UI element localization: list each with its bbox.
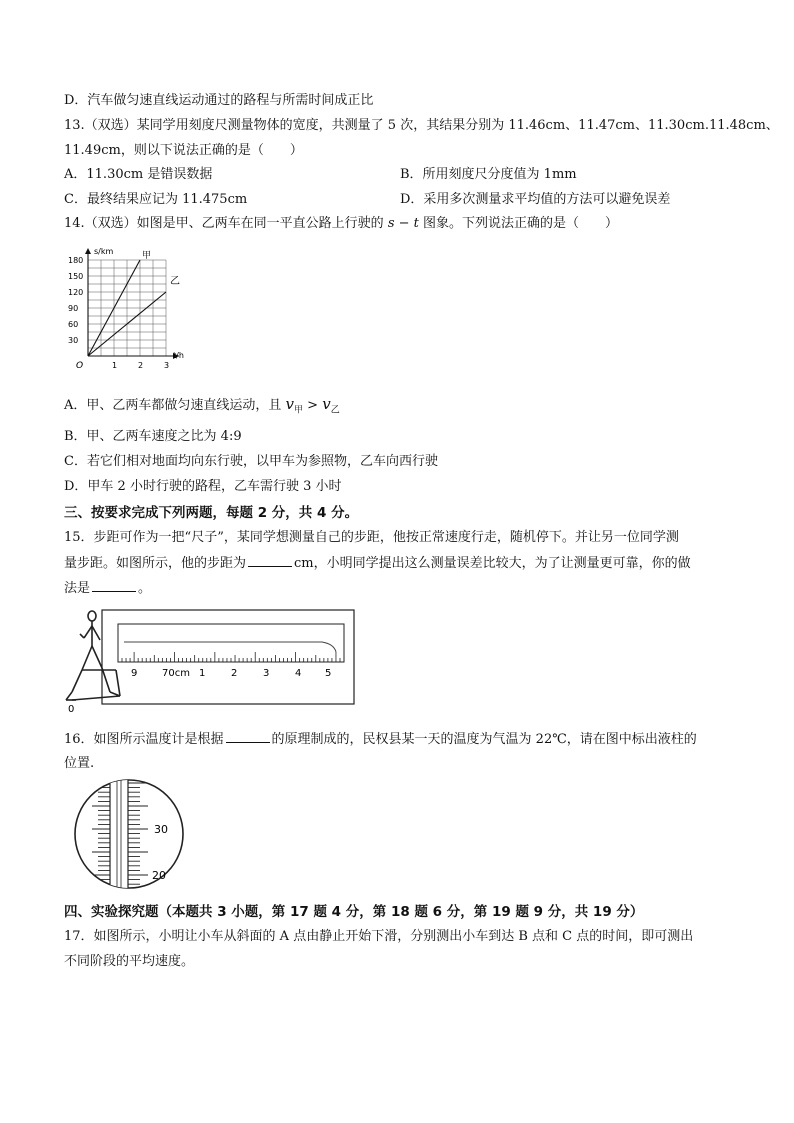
q16-answer-blank[interactable] bbox=[226, 730, 270, 743]
series-label-jia: 甲 bbox=[142, 251, 152, 261]
ruler-label: 2 bbox=[231, 668, 238, 679]
walking-person-figure bbox=[66, 611, 120, 700]
q14-stem bbox=[64, 215, 618, 233]
q15-line2-post: cm，小明同学提出这么测量误差比较大，为了让测量更可靠，你的做 bbox=[294, 556, 691, 571]
ruler-ticks bbox=[122, 652, 340, 662]
x-axis-label: t/h bbox=[173, 351, 184, 360]
y-tick-label: 180 bbox=[68, 256, 84, 265]
st-graph bbox=[64, 242, 224, 382]
q15-answer-blank-1[interactable] bbox=[248, 554, 292, 567]
ruler-label: 1 bbox=[199, 668, 206, 679]
ruler-zero-label: 0 bbox=[68, 704, 75, 715]
q15-stem-line1: 15．步距可作为一把“尺子”，某同学想测量自己的步距，他按正常速度行走，随机停下。并让另一位同学测 bbox=[64, 530, 679, 545]
q15-answer-blank-2[interactable] bbox=[92, 579, 136, 592]
velocity-symbol-1: v bbox=[285, 395, 295, 413]
q14-st-symbol: s − t bbox=[387, 216, 419, 231]
q15-line3-pre: 法是 bbox=[64, 581, 91, 596]
q16-line1-post: 的原理制成的，民权县某一天的温度为气温为 22℃，请在图中标出液柱的 bbox=[271, 732, 697, 747]
q17-stem-line2: 不同阶段的平均速度。 bbox=[64, 954, 195, 969]
velocity-subscript-jia: 甲 bbox=[294, 405, 304, 416]
velocity-subscript-yi: 乙 bbox=[330, 405, 340, 416]
q14-stem-pre: 14.（双选）如图是甲、乙两车在同一平直公路上行驶的 bbox=[64, 216, 384, 231]
ruler-body bbox=[118, 624, 344, 662]
ruler-label: 70cm bbox=[162, 668, 190, 679]
y-axis-label: s/km bbox=[94, 247, 114, 256]
q13-option-a: A．11.30cm 是错误数据 bbox=[64, 167, 213, 182]
q13-option-c: C．最终结果应记为 11.475cm bbox=[64, 192, 248, 207]
step-ruler-figure bbox=[64, 608, 360, 716]
thermometer-tube bbox=[110, 778, 128, 890]
y-tick-label: 30 bbox=[68, 336, 79, 345]
q15-stem-line2 bbox=[64, 554, 691, 573]
q14-option-a-text: A．甲、乙两车都做匀速直线运动，且 bbox=[64, 398, 282, 413]
x-tick-label: 2 bbox=[138, 361, 144, 370]
q13-option-d: D．采用多次测量求平均值的方法可以避免误差 bbox=[400, 192, 671, 207]
greater-than-symbol: > bbox=[303, 398, 323, 413]
y-axis-arrow bbox=[85, 248, 91, 254]
ruler-label: 5 bbox=[325, 668, 332, 679]
origin-label: O bbox=[76, 361, 84, 371]
velocity-symbol-2: v bbox=[322, 395, 331, 413]
ruler-label: 3 bbox=[263, 668, 270, 679]
ruler-label: 4 bbox=[295, 668, 302, 679]
y-tick-label: 90 bbox=[68, 304, 79, 313]
q14-stem-post: 图象。下列说法正确的是（ ） bbox=[423, 216, 619, 231]
q14-option-d: D．甲车 2 小时行驶的路程，乙车需行驶 3 小时 bbox=[64, 479, 342, 494]
y-tick-label: 60 bbox=[68, 320, 79, 329]
q13-stem-line1: 13.（双选）某同学用刻度尺测量物体的宽度，共测量了 5 次，其结果分别为 11.46cm、11.47cm、11.30cm.11.48cm、 bbox=[64, 118, 779, 133]
thermometer-label-20: 20 bbox=[152, 869, 166, 882]
ruler-label: 9 bbox=[131, 668, 138, 679]
q15-line3-post: 。 bbox=[138, 581, 152, 596]
section-3-heading: 三、按要求完成下列两题，每题 2 分，共 4 分。 bbox=[64, 505, 359, 521]
q13-option-b: B．所用刻度尺分度值为 1mm bbox=[400, 167, 577, 182]
thermometer-label-30: 30 bbox=[154, 823, 168, 836]
y-tick-label: 150 bbox=[68, 272, 84, 281]
q16-line1-pre: 16．如图所示温度计是根据 bbox=[64, 732, 224, 747]
q15-stem-line3 bbox=[64, 579, 151, 598]
q16-stem-line1 bbox=[64, 730, 697, 749]
ruler-shoe-outline bbox=[124, 642, 336, 652]
ruler-labels bbox=[131, 668, 331, 679]
st-graph-axes bbox=[85, 248, 179, 359]
q14-option-b: B．甲、乙两车速度之比为 4:9 bbox=[64, 429, 242, 444]
x-tick-label: 3 bbox=[164, 361, 170, 370]
st-graph-labels bbox=[68, 247, 184, 371]
q12-option-d: D．汽车做匀速直线运动通过的路程与所需时间成正比 bbox=[64, 93, 374, 108]
q17-stem-line1: 17．如图所示，小明让小车从斜面的 A 点由静止开始下滑，分别测出小车到达 B 点和 C 点的时间，即可测出 bbox=[64, 929, 694, 944]
q15-line2-pre: 量步距。如图所示，他的步距为 bbox=[64, 556, 247, 571]
st-graph-grid bbox=[88, 260, 166, 356]
q14-option-a bbox=[64, 395, 340, 420]
q14-option-c: C．若它们相对地面均向东行驶，以甲车为参照物，乙车向西行驶 bbox=[64, 454, 438, 469]
thermometer-figure bbox=[64, 778, 194, 890]
section-4-heading: 四、实验探究题（本题共 3 小题，第 17 题 4 分，第 18 题 6 分，第 19 题 9 分，共 19 分） bbox=[64, 904, 644, 920]
series-label-yi: 乙 bbox=[170, 276, 180, 287]
y-tick-label: 120 bbox=[68, 288, 84, 297]
x-tick-label: 1 bbox=[112, 361, 118, 370]
q13-stem-line2: 11.49cm，则以下说法正确的是（ ） bbox=[64, 143, 303, 158]
q16-stem-line2: 位置. bbox=[64, 756, 95, 771]
